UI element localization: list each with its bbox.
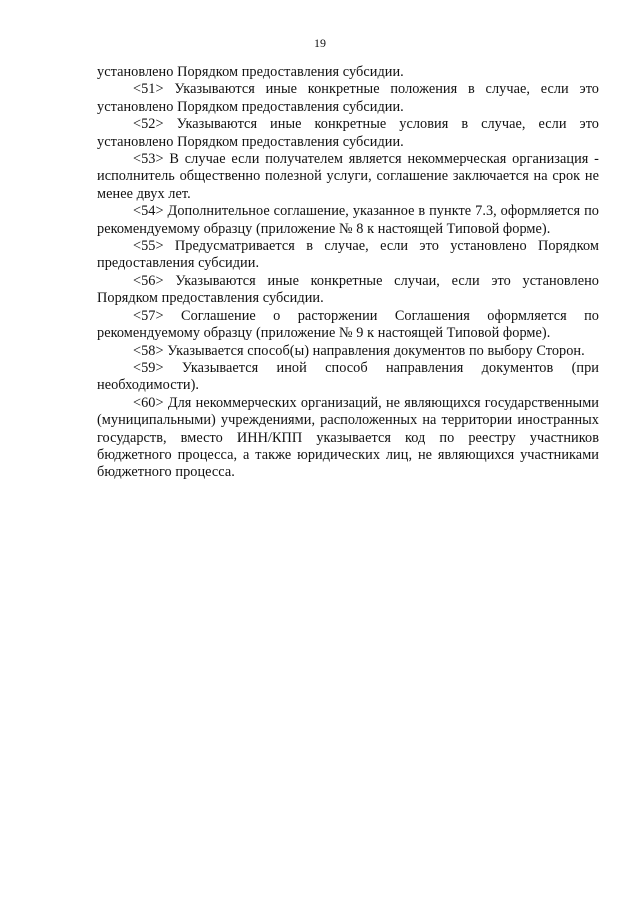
footnote-55: <55> Предусматривается в случае, если это установлено Порядком предоставления субсидии. [97,238,599,272]
footnote-51: <51> Указываются иные конкретные положения в случае, если это установлено Порядком предоставления субсидии. [97,81,599,115]
footnote-56: <56> Указываются иные конкретные случаи, если это установлено Порядком предоставления субсидии. [97,272,599,307]
footnote-59: <59> Указывается иной способ направления документов (при необходимости). [97,359,599,394]
page-number: 19 [314,36,326,50]
footnote-60: <60> Для некоммерческих организаций, не являющихся государственными (муниципальными) учреждениями, расположенных на территории иностранных государств, вместо ИНН/КПП указывается код по реестру участников бюджетного процесса, а также юридических лиц, не являющихся участниками бюджетного процесса. [97,394,599,481]
footnotes-body [97,64,599,482]
footnote-53: <53> В случае если получателем является некоммерческая организация - исполнитель общественно полезной услуги, соглашение заключается на срок не менее двух лет. [97,151,599,202]
footnote-continuation: установлено Порядком предоставления субсидии. [97,64,404,80]
footnote-57: <57> Соглашение о расторжении Соглашения оформляется по рекомендуемому образцу (приложение № 9 к настоящей Типовой форме). [97,307,599,342]
footnote-54: <54> Дополнительное соглашение, указанное в пункте 7.3, оформляется по рекомендуемому образцу (приложение № 8 к настоящей Типовой форме). [97,203,599,237]
footnote-58: <58> Указывается способ(ы) направления документов по выбору Сторон. [133,342,585,359]
footnote-52: <52> Указываются иные конкретные условия в случае, если это установлено Порядком предоставления субсидии. [97,116,599,150]
